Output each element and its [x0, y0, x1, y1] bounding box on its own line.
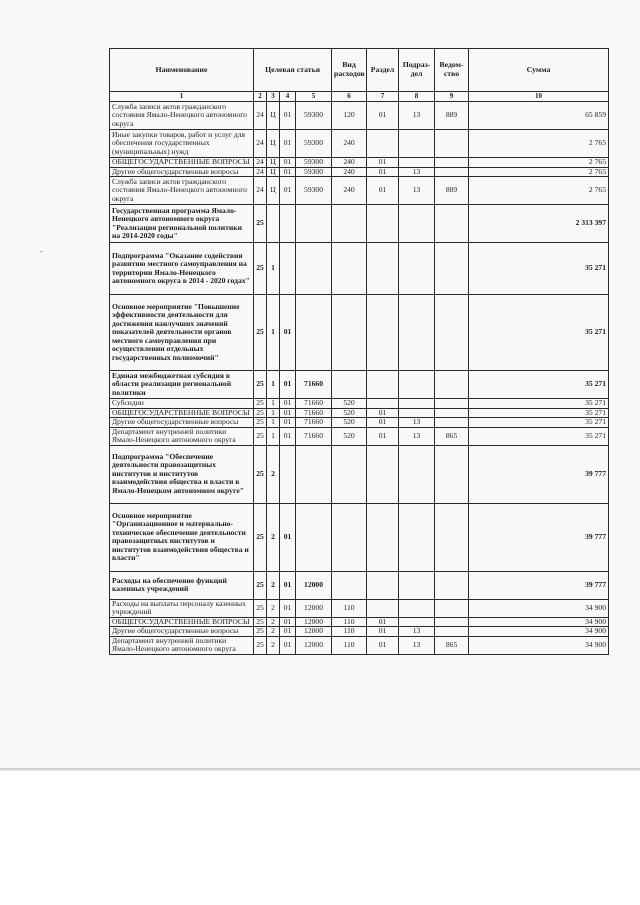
row-section — [367, 205, 399, 243]
row-subsection: 13 — [399, 636, 435, 654]
row-program-code: 24 — [254, 102, 267, 130]
row-expense-kind — [332, 571, 367, 599]
row-direction-code: 12000 — [296, 571, 332, 599]
row-expense-kind: 240 — [332, 167, 367, 177]
row-sum: 2 765 — [469, 167, 609, 177]
row-subprogram-code: 1 — [267, 418, 280, 428]
row-sum: 35 271 — [469, 243, 609, 295]
row-department — [435, 158, 469, 168]
row-department — [435, 418, 469, 428]
row-department — [435, 408, 469, 418]
row-event-code — [280, 205, 296, 243]
column-number: 2 — [254, 92, 267, 102]
row-direction-code: 59300 — [296, 130, 332, 158]
row-program-code: 25 — [254, 205, 267, 243]
table-row — [110, 371, 609, 399]
row-expense-kind: 110 — [332, 599, 367, 617]
row-expense-kind — [332, 243, 367, 295]
row-subsection — [399, 571, 435, 599]
row-expense-kind — [332, 371, 367, 399]
row-name: Другие общегосударственные вопросы — [110, 418, 254, 428]
row-name: Департамент внутренней политики Ямало-Ненецкого автономного округа — [110, 636, 254, 654]
row-direction-code — [296, 445, 332, 503]
row-sum: 39 777 — [469, 445, 609, 503]
row-expense-kind: 240 — [332, 158, 367, 168]
row-event-code: 01 — [280, 427, 296, 445]
row-event-code — [280, 243, 296, 295]
row-expense-kind: 110 — [332, 617, 367, 627]
row-event-code: 01 — [280, 627, 296, 637]
row-program-code: 25 — [254, 636, 267, 654]
row-name: Единая межбюджетная субсидия в области реализации региональной политики — [110, 371, 254, 399]
row-subprogram-code: Ц — [267, 167, 280, 177]
row-department: 889 — [435, 177, 469, 205]
row-department — [435, 243, 469, 295]
row-subsection — [399, 158, 435, 168]
row-event-code: 01 — [280, 408, 296, 418]
row-event-code: 01 — [280, 130, 296, 158]
header-target: Целевая статья — [254, 49, 332, 92]
row-program-code: 25 — [254, 503, 267, 571]
page-edge — [0, 768, 640, 771]
row-subprogram-code: 1 — [267, 408, 280, 418]
row-subprogram-code: Ц — [267, 130, 280, 158]
table-header-row — [110, 49, 609, 92]
row-name: Подпрограмма "Оказание содействия развитию местного самоуправления на территории Ямало-Ненецкого автономного округа в 2014 - 2020 годах" — [110, 243, 254, 295]
table-row — [110, 408, 609, 418]
row-event-code: 01 — [280, 167, 296, 177]
row-program-code: 25 — [254, 599, 267, 617]
row-name: Иные закупки товаров, работ и услуг для обеспечения государственных (муниципальных) нужд — [110, 130, 254, 158]
row-department — [435, 167, 469, 177]
column-number: 3 — [267, 92, 280, 102]
column-number-row — [110, 92, 609, 102]
row-expense-kind: 240 — [332, 130, 367, 158]
row-program-code: 25 — [254, 243, 267, 295]
header-dept: Ведом-ство — [435, 49, 469, 92]
row-section: 01 — [367, 408, 399, 418]
row-direction-code: 12000 — [296, 599, 332, 617]
row-department — [435, 571, 469, 599]
row-department: 889 — [435, 102, 469, 130]
row-section — [367, 371, 399, 399]
row-department — [435, 399, 469, 409]
row-name: Департамент внутренней политики Ямало-Ненецкого автономного округа — [110, 427, 254, 445]
header-subsection: Подраз-дел — [399, 49, 435, 92]
table-row — [110, 399, 609, 409]
row-event-code: 01 — [280, 571, 296, 599]
budget-table — [109, 48, 609, 655]
column-number: 10 — [469, 92, 609, 102]
row-program-code: 24 — [254, 177, 267, 205]
row-subsection — [399, 243, 435, 295]
row-expense-kind — [332, 205, 367, 243]
row-section: 01 — [367, 636, 399, 654]
row-direction-code: 12000 — [296, 617, 332, 627]
table-row — [110, 627, 609, 637]
row-direction-code: 71660 — [296, 427, 332, 445]
row-program-code: 25 — [254, 571, 267, 599]
row-subsection — [399, 408, 435, 418]
row-name: Подпрограмма "Обеспечение деятельности правозащитных институтов и институтов взаимодействия общества и власти в Ямало-Ненецком автономном округе" — [110, 445, 254, 503]
row-sum: 35 271 — [469, 371, 609, 399]
row-expense-kind: 110 — [332, 627, 367, 637]
row-expense-kind: 240 — [332, 177, 367, 205]
row-direction-code — [296, 295, 332, 371]
column-number: 7 — [367, 92, 399, 102]
header-kind: Вид расходов — [332, 49, 367, 92]
row-section — [367, 295, 399, 371]
row-expense-kind — [332, 295, 367, 371]
row-name: ОБЩЕГОСУДАРСТВЕННЫЕ ВОПРОСЫ — [110, 617, 254, 627]
row-name: Субсидии — [110, 399, 254, 409]
row-program-code: 24 — [254, 130, 267, 158]
row-name: ОБЩЕГОСУДАРСТВЕННЫЕ ВОПРОСЫ — [110, 408, 254, 418]
row-event-code: 01 — [280, 177, 296, 205]
table-row — [110, 636, 609, 654]
row-expense-kind: 120 — [332, 102, 367, 130]
row-subprogram-code: 1 — [267, 399, 280, 409]
row-sum: 34 900 — [469, 617, 609, 627]
row-subprogram-code: 2 — [267, 445, 280, 503]
row-expense-kind — [332, 503, 367, 571]
table-row — [110, 167, 609, 177]
row-department — [435, 445, 469, 503]
row-direction-code: 12000 — [296, 636, 332, 654]
row-section: 01 — [367, 102, 399, 130]
row-department — [435, 599, 469, 617]
row-program-code: 25 — [254, 371, 267, 399]
row-section — [367, 445, 399, 503]
table-row — [110, 295, 609, 371]
row-subprogram-code: 2 — [267, 571, 280, 599]
row-department — [435, 627, 469, 637]
row-program-code: 24 — [254, 167, 267, 177]
row-event-code: 01 — [280, 295, 296, 371]
row-section — [367, 599, 399, 617]
row-sum: 65 859 — [469, 102, 609, 130]
row-section — [367, 571, 399, 599]
row-program-code: 25 — [254, 445, 267, 503]
table-row — [110, 503, 609, 571]
row-department — [435, 617, 469, 627]
row-event-code: 01 — [280, 371, 296, 399]
row-department: 865 — [435, 636, 469, 654]
row-section: 01 — [367, 427, 399, 445]
row-subprogram-code: 2 — [267, 627, 280, 637]
row-subsection: 13 — [399, 102, 435, 130]
table-row — [110, 205, 609, 243]
row-department — [435, 295, 469, 371]
row-program-code: 25 — [254, 295, 267, 371]
row-direction-code: 12000 — [296, 627, 332, 637]
row-subprogram-code: 1 — [267, 427, 280, 445]
row-sum: 39 777 — [469, 503, 609, 571]
table-row — [110, 445, 609, 503]
row-subsection — [399, 399, 435, 409]
table-row — [110, 158, 609, 168]
row-name: Служба записи актов гражданского состояния Ямало-Ненецкого автономного округа — [110, 102, 254, 130]
row-name: Основное мероприятие "Организационное и материально-техническое обеспечение деятельности правозащитных институтов и институтов взаимодействия общества и власти" — [110, 503, 254, 571]
row-subsection — [399, 205, 435, 243]
row-program-code: 25 — [254, 418, 267, 428]
row-section — [367, 130, 399, 158]
row-name: Расходы на выплаты персоналу казенных учреждений — [110, 599, 254, 617]
row-direction-code: 71660 — [296, 371, 332, 399]
row-event-code: 01 — [280, 399, 296, 409]
row-name: Служба записи актов гражданского состояния Ямало-Ненецкого автономного округа — [110, 177, 254, 205]
row-subprogram-code: 2 — [267, 617, 280, 627]
row-expense-kind: 520 — [332, 427, 367, 445]
table-row — [110, 177, 609, 205]
row-section — [367, 243, 399, 295]
row-sum: 35 271 — [469, 295, 609, 371]
row-sum: 35 271 — [469, 418, 609, 428]
row-subprogram-code: Ц — [267, 177, 280, 205]
table-row — [110, 571, 609, 599]
row-direction-code — [296, 503, 332, 571]
row-event-code: 01 — [280, 158, 296, 168]
table-row — [110, 243, 609, 295]
column-number: 8 — [399, 92, 435, 102]
header-sum: Сумма — [469, 49, 609, 92]
row-event-code: 01 — [280, 503, 296, 571]
row-sum: 35 271 — [469, 399, 609, 409]
table-row — [110, 130, 609, 158]
row-event-code: 01 — [280, 636, 296, 654]
row-expense-kind: 520 — [332, 418, 367, 428]
row-department — [435, 371, 469, 399]
row-expense-kind: 110 — [332, 636, 367, 654]
row-name: Основное мероприятие "Повышение эффективности деятельности для достижения наилучших значений показателей деятельности органов местного самоуправления при осуществлении отдельных государственных полномочий" — [110, 295, 254, 371]
column-number: 5 — [296, 92, 332, 102]
row-event-code — [280, 445, 296, 503]
row-subprogram-code: 1 — [267, 295, 280, 371]
row-program-code: 25 — [254, 408, 267, 418]
table-row — [110, 599, 609, 617]
row-subprogram-code — [267, 205, 280, 243]
row-subprogram-code: Ц — [267, 102, 280, 130]
row-section: 01 — [367, 627, 399, 637]
row-expense-kind: 520 — [332, 408, 367, 418]
row-subsection — [399, 445, 435, 503]
row-section: 01 — [367, 418, 399, 428]
row-event-code: 01 — [280, 418, 296, 428]
column-number: 1 — [110, 92, 254, 102]
row-subsection: 13 — [399, 177, 435, 205]
row-name: Другие общегосударственные вопросы — [110, 167, 254, 177]
row-sum: 2 765 — [469, 177, 609, 205]
row-direction-code: 59300 — [296, 102, 332, 130]
header-section: Раздел — [367, 49, 399, 92]
row-subsection: 13 — [399, 427, 435, 445]
row-subsection: 13 — [399, 418, 435, 428]
row-section: 01 — [367, 158, 399, 168]
row-direction-code: 59300 — [296, 158, 332, 168]
row-sum: 34 900 — [469, 599, 609, 617]
row-subsection — [399, 503, 435, 571]
row-name: Государственная программа Ямало-Ненецкого автономного округа "Реализация региональной политики на 2014-2020 годы" — [110, 205, 254, 243]
row-subprogram-code: 2 — [267, 636, 280, 654]
row-section: 01 — [367, 617, 399, 627]
row-subsection — [399, 295, 435, 371]
row-sum: 34 900 — [469, 627, 609, 637]
row-department — [435, 130, 469, 158]
row-subprogram-code: Ц — [267, 158, 280, 168]
row-subprogram-code: 2 — [267, 503, 280, 571]
row-department — [435, 205, 469, 243]
column-number: 4 — [280, 92, 296, 102]
row-subsection: 13 — [399, 627, 435, 637]
row-subsection — [399, 130, 435, 158]
table-row — [110, 617, 609, 627]
row-section: 01 — [367, 167, 399, 177]
row-direction-code: 71660 — [296, 418, 332, 428]
row-sum: 2 765 — [469, 130, 609, 158]
column-number: 9 — [435, 92, 469, 102]
row-section — [367, 399, 399, 409]
row-program-code: 24 — [254, 158, 267, 168]
row-expense-kind — [332, 445, 367, 503]
row-direction-code: 71660 — [296, 399, 332, 409]
table-row — [110, 427, 609, 445]
margin-mark: - — [40, 246, 43, 256]
row-expense-kind: 520 — [332, 399, 367, 409]
row-program-code: 25 — [254, 627, 267, 637]
row-subsection — [399, 617, 435, 627]
row-program-code: 25 — [254, 617, 267, 627]
row-direction-code — [296, 205, 332, 243]
row-section — [367, 503, 399, 571]
row-event-code: 01 — [280, 599, 296, 617]
row-sum: 2 313 397 — [469, 205, 609, 243]
row-sum: 39 777 — [469, 571, 609, 599]
row-subprogram-code: 2 — [267, 599, 280, 617]
row-event-code: 01 — [280, 617, 296, 627]
row-section: 01 — [367, 177, 399, 205]
row-name: Расходы на обеспечение функций казенных учреждений — [110, 571, 254, 599]
row-event-code: 01 — [280, 102, 296, 130]
row-subsection — [399, 599, 435, 617]
row-direction-code: 59300 — [296, 167, 332, 177]
table-row — [110, 418, 609, 428]
row-subprogram-code: 1 — [267, 243, 280, 295]
row-program-code: 25 — [254, 427, 267, 445]
table-row — [110, 102, 609, 130]
row-subsection — [399, 371, 435, 399]
row-direction-code: 59300 — [296, 177, 332, 205]
row-program-code: 25 — [254, 399, 267, 409]
row-sum: 35 271 — [469, 427, 609, 445]
row-direction-code — [296, 243, 332, 295]
row-department — [435, 503, 469, 571]
row-sum: 2 765 — [469, 158, 609, 168]
row-name: Другие общегосударственные вопросы — [110, 627, 254, 637]
row-direction-code: 71660 — [296, 408, 332, 418]
row-subsection: 13 — [399, 167, 435, 177]
header-name: Наименование — [110, 49, 254, 92]
row-subprogram-code: 1 — [267, 371, 280, 399]
row-department: 865 — [435, 427, 469, 445]
row-name: ОБЩЕГОСУДАРСТВЕННЫЕ ВОПРОСЫ — [110, 158, 254, 168]
row-sum: 35 271 — [469, 408, 609, 418]
column-number: 6 — [332, 92, 367, 102]
row-sum: 34 900 — [469, 636, 609, 654]
